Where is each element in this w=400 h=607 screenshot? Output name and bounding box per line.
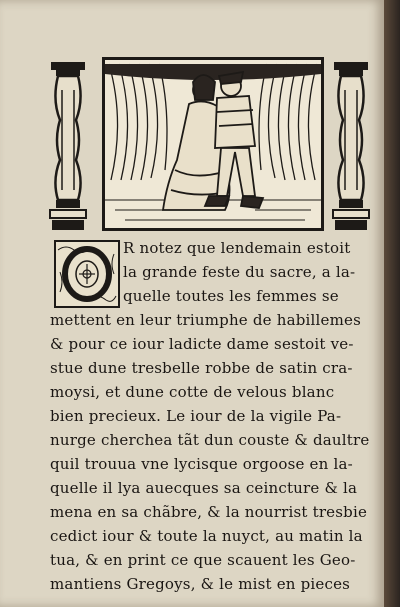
right-pillar-ornament <box>331 60 371 232</box>
text-line: & pour ce iour ladicte dame sestoit ve- <box>50 335 354 353</box>
text-line: tua, & en print ce que scauent les Geo- <box>50 551 356 569</box>
text-line: nurge cherchea tãt dun couste & daultre <box>50 431 370 449</box>
woodcut-scene-icon <box>105 60 321 228</box>
text-line: stue dune tresbelle robbe de satin cra- <box>50 359 353 377</box>
text-line: bien precieux. Le iour de la vigile Pa- <box>50 407 342 425</box>
text-line: quil trouua vne lycisque orgoose en la- <box>50 455 353 473</box>
page-gutter <box>384 0 400 607</box>
text-line: quelle il lya auecques sa ceincture & la <box>50 479 358 497</box>
text-line: R notez que lendemain estoit <box>123 239 351 257</box>
text-line: quelle toutes les femmes se <box>123 287 339 305</box>
text-line: mantiens Gregoys, & le mist en pieces <box>50 575 351 593</box>
text-line: mettent en leur triumphe de habillemes <box>50 311 361 329</box>
text-line: mena en sa chãbre, & la nourrist tresbie <box>50 503 368 521</box>
woodcut-illustration <box>102 57 324 231</box>
text-line: moysi, et dune cotte de velous blanc <box>50 383 335 401</box>
left-pillar-ornament <box>48 60 88 232</box>
body-text <box>50 236 382 596</box>
text-line: la grande feste du sacre, a la- <box>123 263 356 281</box>
text-line: cedict iour & toute la nuyct, au matin la <box>50 527 363 545</box>
